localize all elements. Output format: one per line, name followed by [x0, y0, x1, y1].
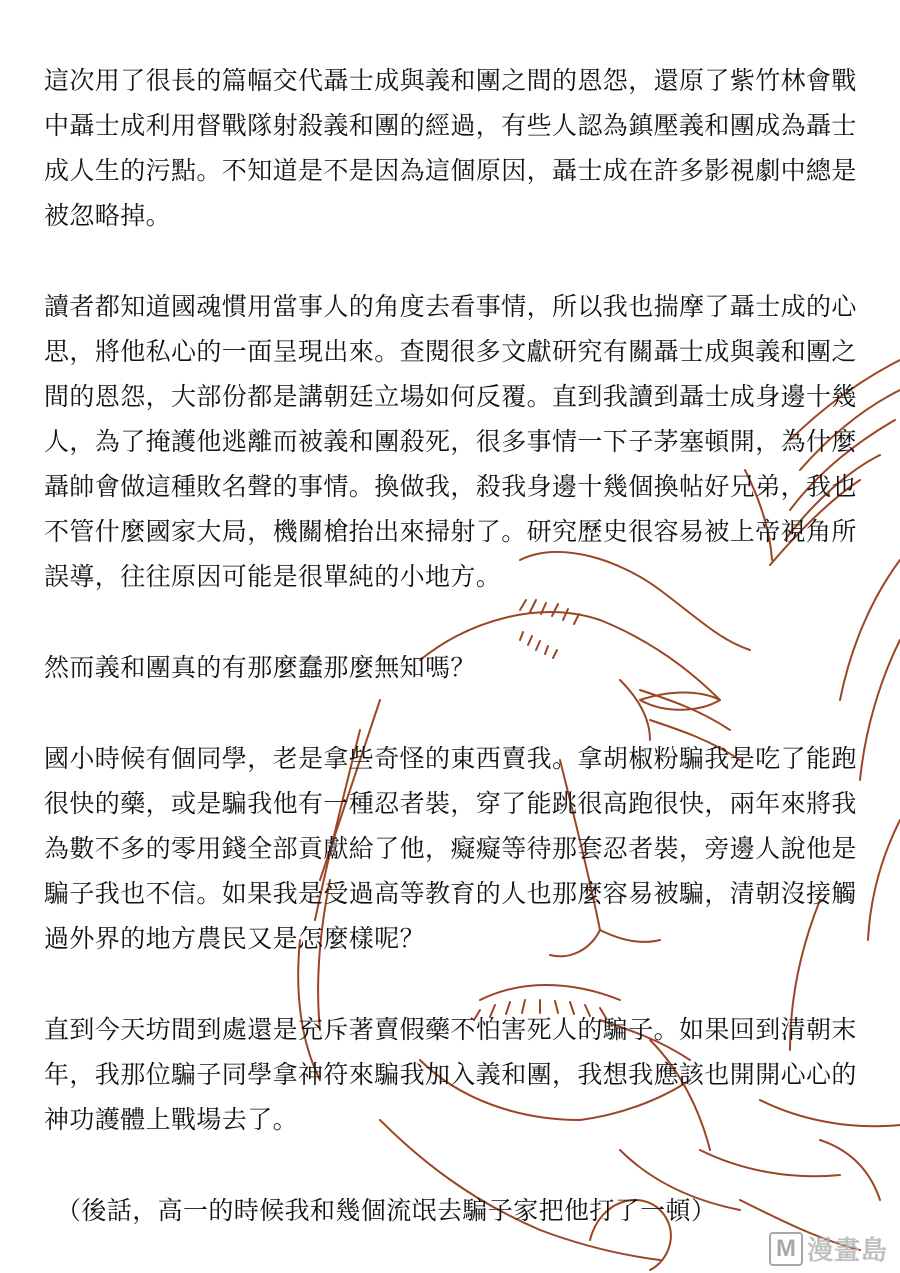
watermark: [769, 1230, 888, 1267]
watermark-text: 漫畫島: [806, 1236, 888, 1266]
watermark-logo-icon: M: [769, 1232, 803, 1266]
paragraph-5: 直到今天坊間到處還是充斥著賣假藥不怕害死人的騙子。如果回到清朝末年，我那位騙子同學拿神符來騙我加入義和團，我想我應該也開開心心的神功護體上戰場去了。: [44, 1015, 857, 1134]
paragraph-4: 國小時候有個同學，老是拿些奇怪的東西賣我。拿胡椒粉騙我是吃了能跑很快的藥，或是騙我他有一種忍者裝，穿了能跳很高跑很快，兩年來將我為數不多的零用錢全部貢獻給了他，癡癡等待那套忍者裝，旁邊人說他是騙子我也不信。如果我是受過高等教育的人也那麼容易被騙，清朝沒接觸過外界的地方農民又是怎麼樣呢？: [44, 744, 857, 953]
essay-body: [44, 58, 864, 1233]
paragraph-2: 讀者都知道國魂慣用當事人的角度去看事情，所以我也揣摩了聶士成的心思，將他私心的一面呈現出來。查閱很多文獻研究有關聶士成與義和團之間的恩怨，大部份都是講朝廷立場如何反覆。直到我讀到聶士成身邊十幾人，為了掩護他逃離而被義和團殺死，很多事情一下子茅塞頓開，為什麼聶帥會做這種敗名聲的事情。換做我，殺我身邊十幾個換帖好兄弟，我也不管什麼國家大局，機關槍抬出來掃射了。研究歷史很容易被上帝視角所誤導，往往原因可能是很單純的小地方。: [44, 292, 857, 591]
paragraph-1: 這次用了很長的篇幅交代聶士成與義和團之間的恩怨，還原了紫竹林會戰中聶士成利用督戰隊射殺義和團的經過，有些人認為鎮壓義和團成為聶士成人生的污點。不知道是不是因為這個原因，聶士成在許多影視劇中總是被忽略掉。: [44, 66, 857, 230]
paragraph-3: 然而義和團真的有那麼蠢那麼無知嗎？: [44, 653, 476, 682]
afterword-note: （後話，高一的時候我和幾個流氓去騙子家把他打了一頓）: [56, 1196, 717, 1225]
